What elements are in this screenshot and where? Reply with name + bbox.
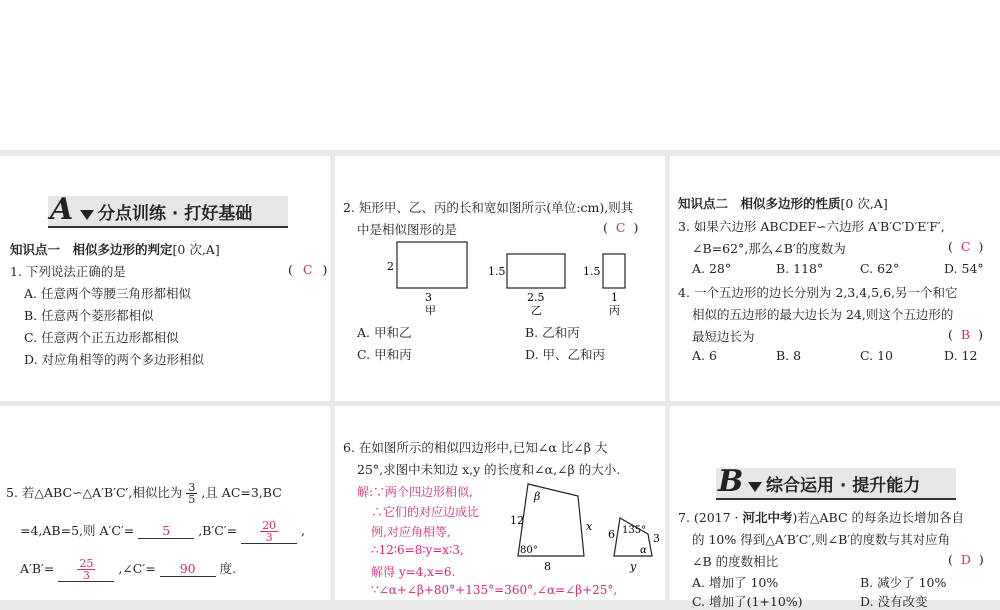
- q5-blank-ac: [138, 523, 194, 539]
- q7-line1: [678, 508, 964, 526]
- panel-q6: [335, 406, 665, 600]
- q5-text: ,∠C′=: [118, 561, 156, 576]
- q5-text: 度.: [219, 561, 237, 576]
- q4-line1: 4. 一个五边形的边长分别为 2,3,4,5,6,另一个和它: [678, 285, 958, 300]
- q3-line2: ∠B=62°,那么∠B′的度数为: [692, 241, 846, 256]
- q3-option: D. 54°: [944, 261, 984, 276]
- rect-bing-width: 1: [611, 291, 618, 304]
- kp1-suffix: [0 次,A]: [172, 242, 220, 257]
- q5-text: ,B′C′=: [198, 523, 238, 538]
- q5-answer-ac: 5: [162, 523, 171, 538]
- rect-yi-name: 乙: [531, 304, 542, 317]
- panel-kp2: [670, 156, 1000, 401]
- q4-option: D. 12: [944, 348, 978, 363]
- q7-source: 河北中考: [742, 510, 793, 525]
- q5-line1: [6, 482, 282, 505]
- frac-numerator: 25: [79, 557, 94, 570]
- q1-answer: C: [302, 262, 313, 277]
- q5-text: =4,AB=5,则 A′C′=: [20, 523, 135, 538]
- q2-option: B. 乙和丙: [525, 325, 580, 340]
- q4-line3: 最短边长为: [692, 329, 755, 344]
- kp2-heading: [678, 194, 888, 212]
- rect-bing-height: 1.5: [583, 265, 601, 278]
- paren-close: ): [322, 262, 328, 277]
- q3-answer-bracket: ( C ): [948, 239, 984, 254]
- q3-line1: 3. 如果六边形 ABCDEF∽六边形 A′B′C′D′E′F′,: [678, 219, 945, 234]
- q6-solution-line: ∴12∶6=8∶y=x∶3,: [371, 543, 464, 557]
- large-side-left: 12: [510, 514, 524, 527]
- q2-option: C. 甲和丙: [357, 347, 412, 362]
- q6-solution-line: ∵∠α+∠β+80°+135°=360°,∠α=∠β+25°,: [371, 583, 618, 597]
- kp2-title: 知识点二 相似多边形的性质: [678, 196, 841, 211]
- q6-quadrilaterals-figure: [500, 474, 665, 584]
- q7-text: 7. (2017 ·: [678, 510, 743, 525]
- small-side-left: 6: [608, 528, 615, 541]
- rect-bing: [603, 254, 625, 288]
- banner-triangle-icon: [748, 482, 762, 492]
- small-side-right: 3: [653, 532, 660, 545]
- q1-option: C. 任意两个正五边形都相似: [24, 330, 179, 345]
- section-a-banner: [48, 192, 288, 228]
- kp1-heading: [10, 240, 220, 258]
- q1-answer-bracket: [288, 262, 327, 277]
- q2-rectangles-figure: [335, 236, 665, 321]
- rect-yi: [507, 254, 565, 288]
- q3-option: B. 118°: [776, 261, 824, 276]
- ratio-numerator: 3: [188, 481, 196, 494]
- q6-solution-line: 例,对应角相等,: [371, 525, 451, 539]
- q5-blank-bc: [241, 520, 297, 544]
- ratio-denominator: 5: [188, 493, 196, 506]
- rect-jia-name: 甲: [425, 304, 436, 317]
- q3-option: A. 28°: [692, 261, 732, 276]
- q7-line3: ∠B 的度数相比: [692, 554, 779, 569]
- q1-option: D. 对应角相等的两个多边形相似: [24, 352, 205, 367]
- large-angle-label: 80°: [520, 545, 538, 556]
- q5-blank-ab: [58, 558, 114, 582]
- q5-text: ,: [301, 523, 306, 538]
- small-alpha-label: α: [640, 545, 647, 556]
- q7-line2: 的 10% 得到△A′B′C′,则∠B′的度数与其对应角: [692, 532, 951, 547]
- q7-text: )若△ABC 的每条边长增加各自: [792, 510, 965, 525]
- paren-open: (: [288, 262, 293, 277]
- q1-option: B. 任意两个菱形都相似: [24, 308, 154, 323]
- section-a-title: 分点训练 · 打好基础: [98, 204, 253, 224]
- q5-text: ,且 AC=3,BC: [201, 485, 282, 500]
- panel-section-b: [670, 406, 1000, 609]
- q6-solution-line: 解得 y=4,x=6.: [371, 565, 456, 579]
- q2-option: A. 甲和乙: [357, 325, 412, 340]
- q4-line2: 相似的五边形的最大边长为 24,则这个五边形的: [692, 307, 954, 322]
- q6-solution-line: ∴它们的对应边成比: [371, 505, 480, 519]
- q2-option: D. 甲、乙和丙: [525, 347, 606, 362]
- q5-line3: [20, 558, 236, 582]
- q4-option: A. 6: [692, 348, 717, 363]
- q2-line1: 2. 矩形甲、乙、丙的长和宽如图所示(单位:cm),则其: [343, 200, 634, 215]
- frac-numerator: 20: [262, 519, 277, 532]
- q3-answer: C: [960, 239, 971, 254]
- q4-option: C. 10: [860, 348, 893, 363]
- q2-line2: 中是相似图形的是: [357, 222, 458, 237]
- panel-section-a: [0, 156, 330, 401]
- q5-text: A′B′=: [20, 561, 55, 576]
- q4-option: B. 8: [776, 348, 802, 363]
- q7-answer-bracket: ( D ): [948, 552, 984, 567]
- q7-option: C. 增加了(1+10%): [692, 594, 803, 609]
- q5-answer-c: 90: [179, 561, 196, 576]
- q5-answer-ab: [77, 558, 95, 581]
- large-side-right: x: [586, 520, 593, 533]
- rect-yi-width: 2.5: [527, 291, 545, 304]
- rect-jia-width: 3: [425, 291, 432, 304]
- q4-answer: B: [960, 327, 971, 342]
- section-b-title: 综合运用 · 提升能力: [766, 476, 921, 496]
- panel-q2: [335, 156, 665, 401]
- q3-option: C. 62°: [860, 261, 900, 276]
- q2-answer: C: [615, 220, 626, 235]
- q1-option: A. 任意两个等腰三角形都相似: [24, 286, 191, 301]
- q6-solution-line: 解:∵两个四边形相似,: [357, 485, 473, 499]
- q5-ratio: [186, 482, 197, 505]
- frac-denominator: 3: [82, 569, 90, 582]
- banner-triangle-icon: [80, 210, 94, 220]
- rect-yi-height: 1.5: [488, 265, 506, 278]
- q7-option: A. 增加了 10%: [692, 575, 779, 590]
- q6-line1: 6. 在如图所示的相似四边形中,已知∠α 比∠β 大: [343, 440, 608, 455]
- q5-blank-c: [160, 561, 216, 577]
- rect-jia: [397, 242, 467, 288]
- large-side-bottom: 8: [544, 560, 551, 573]
- top-blank-area: [0, 0, 1000, 150]
- rect-jia-height: 2: [387, 260, 394, 273]
- section-b-letter: B: [718, 464, 744, 499]
- rect-bing-name: 丙: [609, 304, 620, 317]
- q6-line2: 25°,求图中未知边 x,y 的长度和∠α,∠β 的大小.: [357, 462, 621, 477]
- small-angle-label: 135°: [622, 525, 647, 536]
- q5-line2: [20, 520, 305, 544]
- q5-text: 5. 若△ABC∽△A′B′C′,相似比为: [6, 485, 183, 500]
- q7-option: B. 减少了 10%: [860, 575, 947, 590]
- kp1-title: 知识点一 相似多边形的判定: [10, 242, 173, 257]
- kp2-suffix: [0 次,A]: [840, 196, 888, 211]
- section-b-banner: [716, 464, 956, 500]
- large-beta-label: β: [534, 490, 541, 503]
- q7-answer: D: [960, 552, 971, 567]
- q7-option: D. 没有改变: [860, 594, 928, 609]
- q4-answer-bracket: ( B ): [948, 327, 983, 342]
- section-a-letter: A: [50, 192, 74, 227]
- q1-stem: 1. 下列说法正确的是: [10, 264, 126, 279]
- frac-denominator: 3: [265, 531, 273, 544]
- small-side-bottom: y: [630, 560, 637, 573]
- q2-answer-bracket: ( C ): [603, 220, 639, 235]
- panel-q5: [0, 406, 330, 600]
- q5-answer-bc: [260, 520, 278, 543]
